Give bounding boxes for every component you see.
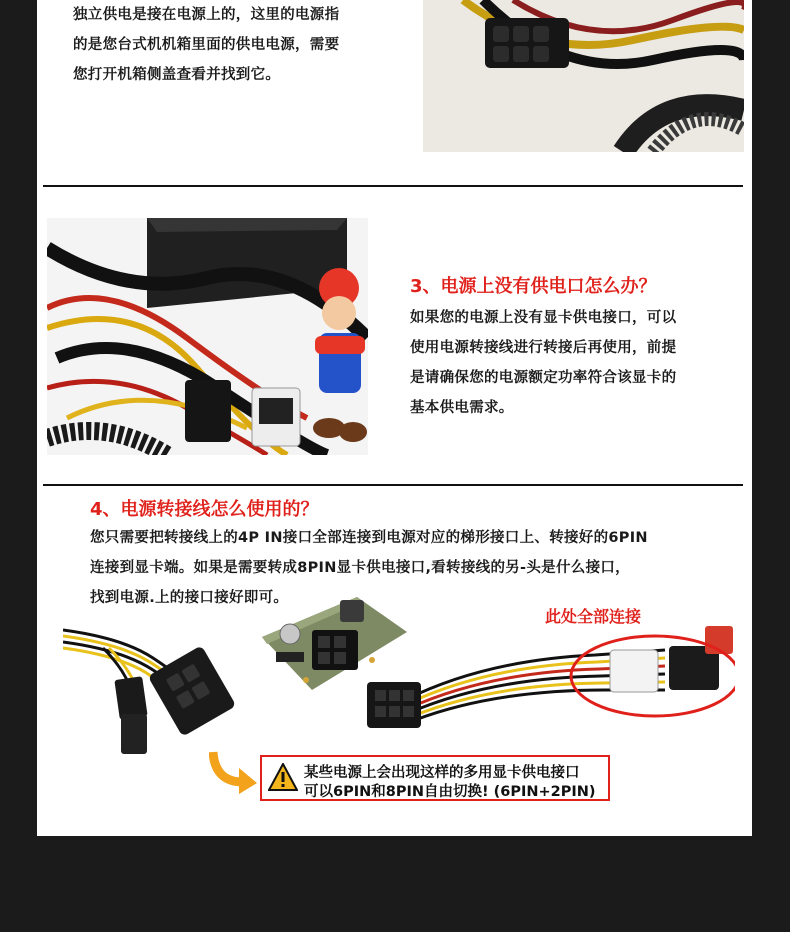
section4-line: 连接到显卡端。如果是需要转成8PIN显卡供电接口,看转接线的另-头是什么接口， <box>90 560 630 576</box>
section3-line: 是请确保您的电源额定功率符合该显卡的 <box>410 370 677 386</box>
dual-connector-cable-image <box>63 618 253 768</box>
section3-line: 如果您的电源上没有显卡供电接口，可以 <box>410 310 677 326</box>
section-divider <box>43 484 743 486</box>
callout-line: 可以6PIN和8PIN自由切换! (6PIN+2PIN) <box>304 784 596 800</box>
psu-connector-photo <box>423 0 744 152</box>
connect-all-label: 此处全部连接 <box>545 607 642 626</box>
section2-line: 的是您台式机机箱里面的供电电源，需要 <box>73 37 340 53</box>
section4-line: 找到电源.上的接口接好即可。 <box>90 590 289 606</box>
psu-cables-photo <box>47 218 368 455</box>
callout-line: 某些电源上会出现这样的多用显卡供电接口 <box>304 765 580 781</box>
section3-title: 3、电源上没有供电口怎么办？ <box>410 276 657 297</box>
section-divider <box>43 185 743 187</box>
section4-title: 4、电源转接线怎么使用的？ <box>90 499 319 520</box>
section2-line: 独立供电是接在电源上的，这里的电源指 <box>73 7 340 23</box>
multi-connector-callout <box>260 755 610 801</box>
section3-paragraph <box>410 303 730 423</box>
warning-icon <box>268 763 298 795</box>
section3-line: 使用电源转接线进行转接后再使用，前提 <box>410 340 677 356</box>
section4-paragraph <box>90 523 730 613</box>
section2-line: 您打开机箱侧盖查看并找到它。 <box>73 67 281 83</box>
section3-line: 基本供电需求。 <box>410 400 514 416</box>
molex-adapter-image <box>365 620 735 740</box>
orange-arrow-icon <box>209 748 259 794</box>
content-card <box>37 0 752 836</box>
section4-line: 您只需要把转接线上的4P IN接口全部连接到电源对应的梯形接口上、转接好的6PIN <box>90 530 648 546</box>
section2-paragraph <box>73 0 403 90</box>
